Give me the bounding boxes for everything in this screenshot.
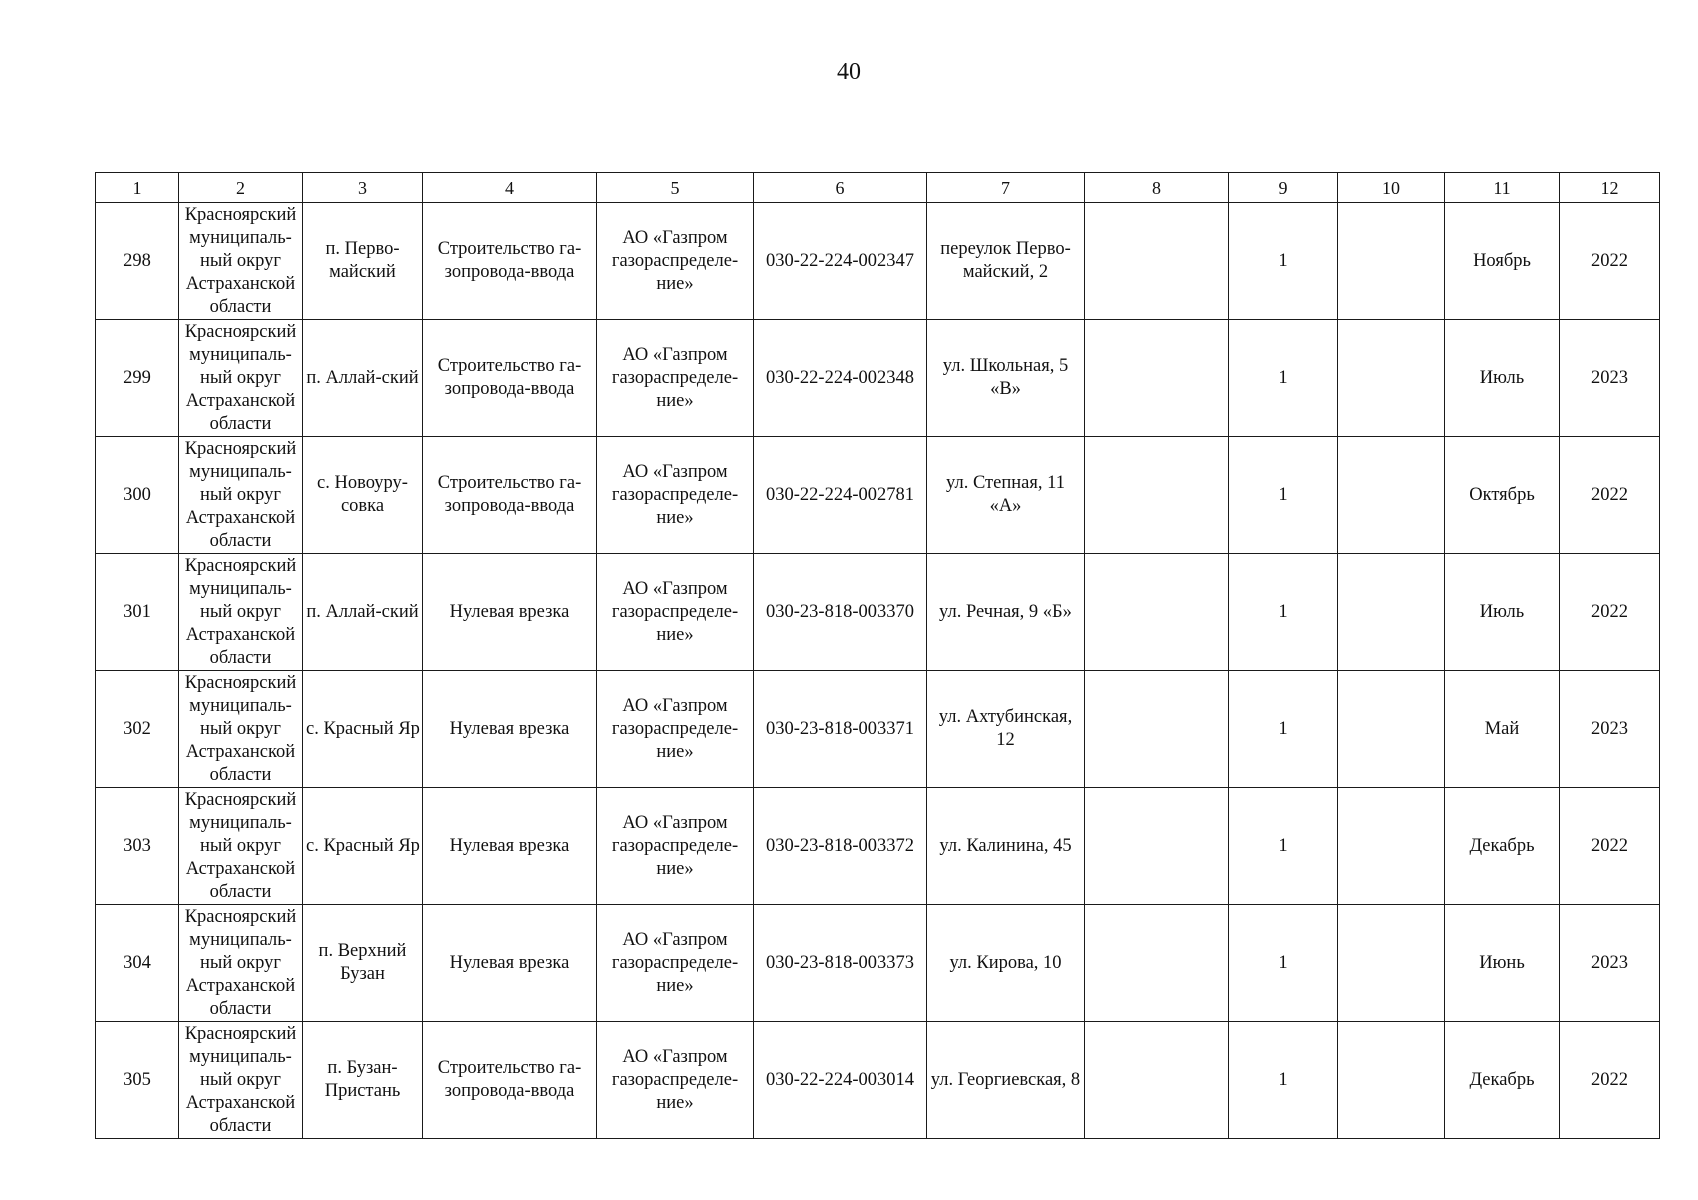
- row-number-cell: 301: [96, 554, 179, 671]
- object-code-cell: 030-23-818-003372: [754, 788, 927, 905]
- column-8-cell: [1085, 671, 1229, 788]
- locality-cell: п. Бузан-Пристань: [303, 1022, 423, 1139]
- column-header-3: 3: [303, 173, 423, 203]
- column-header-1: 1: [96, 173, 179, 203]
- column-10-cell: [1338, 905, 1445, 1022]
- row-number-cell: 299: [96, 320, 179, 437]
- row-number-cell: 304: [96, 905, 179, 1022]
- table-row: [96, 554, 1660, 671]
- organization-cell: АО «Газпром газораспределе-ние»: [597, 554, 754, 671]
- column-8-cell: [1085, 203, 1229, 320]
- district-cell: Красноярский муниципаль-ный округ Астраханской области: [179, 320, 303, 437]
- work-type-cell: Нулевая врезка: [423, 905, 597, 1022]
- column-header-4: 4: [423, 173, 597, 203]
- row-number-cell: 302: [96, 671, 179, 788]
- address-cell: ул. Кирова, 10: [927, 905, 1085, 1022]
- header-row: [96, 173, 1660, 203]
- table-row: [96, 671, 1660, 788]
- column-10-cell: [1338, 320, 1445, 437]
- table-row: [96, 320, 1660, 437]
- column-8-cell: [1085, 1022, 1229, 1139]
- row-number-cell: 300: [96, 437, 179, 554]
- quantity-cell: 1: [1229, 437, 1338, 554]
- object-code-cell: 030-22-224-003014: [754, 1022, 927, 1139]
- locality-cell: п. Аллай-ский: [303, 320, 423, 437]
- column-10-cell: [1338, 554, 1445, 671]
- locality-cell: п. Перво-майский: [303, 203, 423, 320]
- object-code-cell: 030-22-224-002348: [754, 320, 927, 437]
- address-cell: переулок Перво-майский, 2: [927, 203, 1085, 320]
- object-code-cell: 030-23-818-003370: [754, 554, 927, 671]
- work-type-cell: Строительство га-зопровода-ввода: [423, 203, 597, 320]
- column-8-cell: [1085, 437, 1229, 554]
- column-10-cell: [1338, 671, 1445, 788]
- address-cell: ул. Калинина, 45: [927, 788, 1085, 905]
- column-8-cell: [1085, 905, 1229, 1022]
- page-number: 40: [837, 59, 861, 85]
- month-cell: Июль: [1445, 554, 1560, 671]
- column-10-cell: [1338, 788, 1445, 905]
- organization-cell: АО «Газпром газораспределе-ние»: [597, 437, 754, 554]
- table-body: [96, 203, 1660, 1139]
- object-code-cell: 030-23-818-003373: [754, 905, 927, 1022]
- organization-cell: АО «Газпром газораспределе-ние»: [597, 1022, 754, 1139]
- address-cell: ул. Речная, 9 «Б»: [927, 554, 1085, 671]
- quantity-cell: 1: [1229, 320, 1338, 437]
- organization-cell: АО «Газпром газораспределе-ние»: [597, 788, 754, 905]
- column-header-11: 11: [1445, 173, 1560, 203]
- work-type-cell: Строительство га-зопровода-ввода: [423, 437, 597, 554]
- address-cell: ул. Ахтубинская, 12: [927, 671, 1085, 788]
- month-cell: Ноябрь: [1445, 203, 1560, 320]
- month-cell: Декабрь: [1445, 788, 1560, 905]
- column-header-5: 5: [597, 173, 754, 203]
- district-cell: Красноярский муниципаль-ный округ Астраханской области: [179, 437, 303, 554]
- table-row: [96, 905, 1660, 1022]
- district-cell: Красноярский муниципаль-ный округ Астраханской области: [179, 554, 303, 671]
- address-cell: ул. Георгиевская, 8: [927, 1022, 1085, 1139]
- column-header-2: 2: [179, 173, 303, 203]
- organization-cell: АО «Газпром газораспределе-ние»: [597, 905, 754, 1022]
- year-cell: 2023: [1560, 671, 1660, 788]
- district-cell: Красноярский муниципаль-ный округ Астраханской области: [179, 788, 303, 905]
- organization-cell: АО «Газпром газораспределе-ние»: [597, 203, 754, 320]
- quantity-cell: 1: [1229, 788, 1338, 905]
- object-code-cell: 030-22-224-002347: [754, 203, 927, 320]
- table-row: [96, 437, 1660, 554]
- address-cell: ул. Школьная, 5 «В»: [927, 320, 1085, 437]
- address-cell: ул. Степная, 11 «А»: [927, 437, 1085, 554]
- year-cell: 2022: [1560, 203, 1660, 320]
- quantity-cell: 1: [1229, 1022, 1338, 1139]
- locality-cell: с. Красный Яр: [303, 671, 423, 788]
- district-cell: Красноярский муниципаль-ный округ Астраханской области: [179, 1022, 303, 1139]
- column-header-12: 12: [1560, 173, 1660, 203]
- month-cell: Июль: [1445, 320, 1560, 437]
- year-cell: 2022: [1560, 437, 1660, 554]
- column-8-cell: [1085, 320, 1229, 437]
- district-cell: Красноярский муниципаль-ный округ Астраханской области: [179, 671, 303, 788]
- year-cell: 2022: [1560, 1022, 1660, 1139]
- column-header-8: 8: [1085, 173, 1229, 203]
- locality-cell: с. Красный Яр: [303, 788, 423, 905]
- locality-cell: с. Новоуру-совка: [303, 437, 423, 554]
- table-row: [96, 788, 1660, 905]
- data-table: [95, 172, 1660, 1139]
- row-number-cell: 305: [96, 1022, 179, 1139]
- year-cell: 2023: [1560, 905, 1660, 1022]
- table-row: [96, 1022, 1660, 1139]
- quantity-cell: 1: [1229, 554, 1338, 671]
- district-cell: Красноярский муниципаль-ный округ Астраханской области: [179, 203, 303, 320]
- column-10-cell: [1338, 437, 1445, 554]
- month-cell: Октябрь: [1445, 437, 1560, 554]
- year-cell: 2023: [1560, 320, 1660, 437]
- work-type-cell: Нулевая врезка: [423, 788, 597, 905]
- quantity-cell: 1: [1229, 905, 1338, 1022]
- column-header-9: 9: [1229, 173, 1338, 203]
- column-8-cell: [1085, 788, 1229, 905]
- work-type-cell: Строительство га-зопровода-ввода: [423, 1022, 597, 1139]
- locality-cell: п. Аллай-ский: [303, 554, 423, 671]
- column-8-cell: [1085, 554, 1229, 671]
- column-header-6: 6: [754, 173, 927, 203]
- locality-cell: п. Верхний Бузан: [303, 905, 423, 1022]
- work-type-cell: Нулевая врезка: [423, 671, 597, 788]
- month-cell: Декабрь: [1445, 1022, 1560, 1139]
- quantity-cell: 1: [1229, 671, 1338, 788]
- year-cell: 2022: [1560, 788, 1660, 905]
- month-cell: Май: [1445, 671, 1560, 788]
- object-code-cell: 030-22-224-002781: [754, 437, 927, 554]
- column-header-10: 10: [1338, 173, 1445, 203]
- organization-cell: АО «Газпром газораспределе-ние»: [597, 671, 754, 788]
- organization-cell: АО «Газпром газораспределе-ние»: [597, 320, 754, 437]
- work-type-cell: Нулевая врезка: [423, 554, 597, 671]
- row-number-cell: 298: [96, 203, 179, 320]
- object-code-cell: 030-23-818-003371: [754, 671, 927, 788]
- column-10-cell: [1338, 1022, 1445, 1139]
- table-row: [96, 203, 1660, 320]
- year-cell: 2022: [1560, 554, 1660, 671]
- column-header-7: 7: [927, 173, 1085, 203]
- district-cell: Красноярский муниципаль-ный округ Астраханской области: [179, 905, 303, 1022]
- table-header: [96, 173, 1660, 203]
- row-number-cell: 303: [96, 788, 179, 905]
- quantity-cell: 1: [1229, 203, 1338, 320]
- month-cell: Июнь: [1445, 905, 1560, 1022]
- column-10-cell: [1338, 203, 1445, 320]
- work-type-cell: Строительство га-зопровода-ввода: [423, 320, 597, 437]
